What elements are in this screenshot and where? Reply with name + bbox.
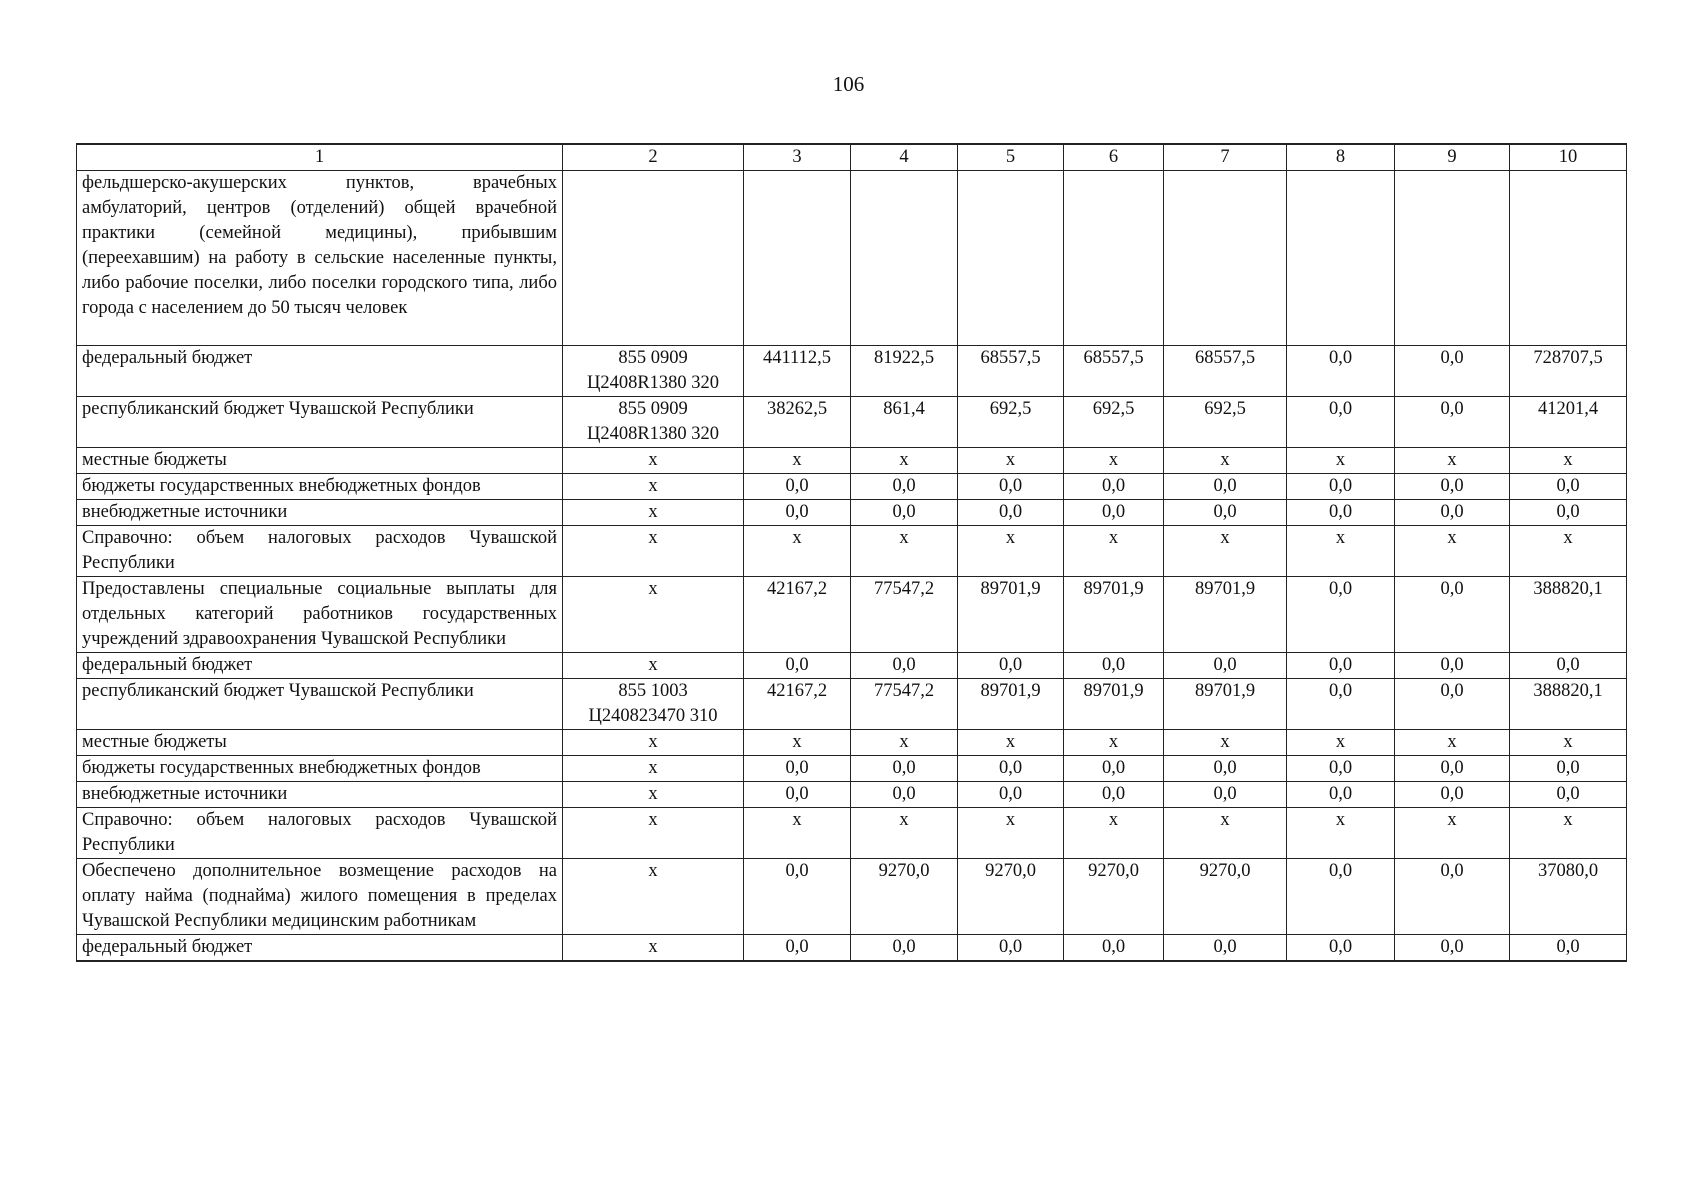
- value-cell: х: [1395, 526, 1510, 577]
- value-cell: х: [1064, 448, 1164, 474]
- table-row: [77, 653, 1627, 679]
- value-cell: 89701,9: [958, 679, 1064, 730]
- column-header: 2: [563, 144, 744, 171]
- row-label: внебюджетные источники: [77, 500, 563, 526]
- budget-code-cell: х: [563, 474, 744, 500]
- value-cell: 38262,5: [744, 397, 851, 448]
- value-cell: 0,0: [1064, 935, 1164, 962]
- header-row: [77, 144, 1627, 171]
- value-cell: 0,0: [1287, 653, 1395, 679]
- value-cell: х: [851, 730, 958, 756]
- budget-code-cell: х: [563, 500, 744, 526]
- value-cell: 0,0: [1064, 756, 1164, 782]
- value-cell: 0,0: [1287, 346, 1395, 397]
- value-cell: 0,0: [958, 653, 1064, 679]
- value-cell: х: [1287, 730, 1395, 756]
- row-label: бюджеты государственных внебюджетных фондов: [77, 756, 563, 782]
- value-cell: 0,0: [1510, 756, 1627, 782]
- value-cell: 77547,2: [851, 679, 958, 730]
- value-cell: х: [744, 808, 851, 859]
- budget-code-cell: 855 0909 Ц2408R1380 320: [563, 346, 744, 397]
- value-cell: 0,0: [1510, 474, 1627, 500]
- value-cell: 728707,5: [1510, 346, 1627, 397]
- value-cell: 0,0: [1395, 346, 1510, 397]
- value-cell: 0,0: [1064, 653, 1164, 679]
- value-cell: х: [1164, 526, 1287, 577]
- value-cell: 89701,9: [958, 577, 1064, 653]
- value-cell: 0,0: [1164, 653, 1287, 679]
- table-row: [77, 171, 1627, 346]
- value-cell: 692,5: [1164, 397, 1287, 448]
- value-cell: 0,0: [1395, 935, 1510, 962]
- value-cell: х: [851, 448, 958, 474]
- value-cell: 0,0: [1395, 577, 1510, 653]
- budget-code-cell: х: [563, 859, 744, 935]
- row-label: республиканский бюджет Чувашской Республики: [77, 679, 563, 730]
- value-cell: 0,0: [1287, 397, 1395, 448]
- value-cell: 89701,9: [1064, 577, 1164, 653]
- table-row: [77, 935, 1627, 962]
- value-cell: х: [958, 808, 1064, 859]
- table-row: [77, 679, 1627, 730]
- value-cell: х: [1510, 448, 1627, 474]
- budget-table: [76, 143, 1627, 962]
- row-label: местные бюджеты: [77, 730, 563, 756]
- value-cell: 0,0: [1395, 653, 1510, 679]
- row-label: фельдшерско-акушерских пунктов, врачебных амбулаторий, центров (отделений) общей врачебной практики (семейной медицины), прибывшим (переехавшим) на работу в сельские населенные пункты, либо рабочие поселки, либо поселки городского типа, либо города с населением до 50 тысяч человек: [77, 171, 563, 346]
- value-cell: х: [1395, 808, 1510, 859]
- value-cell: х: [1164, 448, 1287, 474]
- value-cell: 0,0: [1510, 935, 1627, 962]
- value-cell: х: [1287, 526, 1395, 577]
- column-header: 4: [851, 144, 958, 171]
- value-cell: 0,0: [1287, 935, 1395, 962]
- value-cell: 81922,5: [851, 346, 958, 397]
- value-cell: 441112,5: [744, 346, 851, 397]
- row-label: Справочно: объем налоговых расходов Чувашской Республики: [77, 526, 563, 577]
- value-cell: [958, 171, 1064, 346]
- value-cell: х: [958, 730, 1064, 756]
- value-cell: 0,0: [1395, 500, 1510, 526]
- budget-code-cell: [563, 171, 744, 346]
- value-cell: [1064, 171, 1164, 346]
- value-cell: 0,0: [851, 756, 958, 782]
- column-header: 9: [1395, 144, 1510, 171]
- column-header: 5: [958, 144, 1064, 171]
- value-cell: 0,0: [1287, 782, 1395, 808]
- value-cell: 0,0: [1064, 474, 1164, 500]
- value-cell: 0,0: [1064, 782, 1164, 808]
- budget-code-cell: 855 1003 Ц240823470 310: [563, 679, 744, 730]
- budget-code-cell: х: [563, 756, 744, 782]
- value-cell: 9270,0: [958, 859, 1064, 935]
- value-cell: 0,0: [1287, 679, 1395, 730]
- row-label: Обеспечено дополнительное возмещение расходов на оплату найма (поднайма) жилого помещения в пределах Чувашской Республики медицинским работникам: [77, 859, 563, 935]
- row-label: местные бюджеты: [77, 448, 563, 474]
- table-row: [77, 577, 1627, 653]
- column-header: 10: [1510, 144, 1627, 171]
- value-cell: 0,0: [1395, 679, 1510, 730]
- row-label: федеральный бюджет: [77, 346, 563, 397]
- value-cell: х: [1287, 808, 1395, 859]
- value-cell: 42167,2: [744, 577, 851, 653]
- value-cell: х: [958, 526, 1064, 577]
- page-number: 106: [832, 72, 865, 96]
- value-cell: 861,4: [851, 397, 958, 448]
- value-cell: 0,0: [851, 653, 958, 679]
- value-cell: 0,0: [1395, 756, 1510, 782]
- value-cell: 0,0: [1164, 782, 1287, 808]
- column-header: 6: [1064, 144, 1164, 171]
- budget-code-cell: х: [563, 808, 744, 859]
- value-cell: 0,0: [1164, 756, 1287, 782]
- column-header: 1: [77, 144, 563, 171]
- budget-code-cell: х: [563, 730, 744, 756]
- row-label: Предоставлены специальные социальные выплаты для отдельных категорий работников государственных учреждений здравоохранения Чувашской Республики: [77, 577, 563, 653]
- row-label: республиканский бюджет Чувашской Республики: [77, 397, 563, 448]
- value-cell: 41201,4: [1510, 397, 1627, 448]
- value-cell: 89701,9: [1064, 679, 1164, 730]
- value-cell: х: [1064, 808, 1164, 859]
- value-cell: [1395, 171, 1510, 346]
- value-cell: 0,0: [1510, 653, 1627, 679]
- value-cell: 9270,0: [1164, 859, 1287, 935]
- value-cell: х: [1064, 526, 1164, 577]
- budget-code-cell: 855 0909 Ц2408R1380 320: [563, 397, 744, 448]
- budget-code-cell: х: [563, 653, 744, 679]
- value-cell: х: [1395, 730, 1510, 756]
- value-cell: 0,0: [1287, 859, 1395, 935]
- row-label: федеральный бюджет: [77, 653, 563, 679]
- value-cell: 388820,1: [1510, 679, 1627, 730]
- value-cell: 68557,5: [958, 346, 1064, 397]
- value-cell: 0,0: [851, 782, 958, 808]
- column-header: 8: [1287, 144, 1395, 171]
- value-cell: 0,0: [958, 935, 1064, 962]
- value-cell: 42167,2: [744, 679, 851, 730]
- value-cell: 0,0: [851, 935, 958, 962]
- value-cell: 0,0: [1395, 859, 1510, 935]
- value-cell: х: [1510, 730, 1627, 756]
- value-cell: 9270,0: [1064, 859, 1164, 935]
- value-cell: 0,0: [958, 782, 1064, 808]
- value-cell: х: [1510, 808, 1627, 859]
- row-label: федеральный бюджет: [77, 935, 563, 962]
- value-cell: 0,0: [744, 500, 851, 526]
- value-cell: х: [744, 448, 851, 474]
- budget-code-cell: х: [563, 577, 744, 653]
- value-cell: х: [1064, 730, 1164, 756]
- budget-code-cell: х: [563, 782, 744, 808]
- row-label: внебюджетные источники: [77, 782, 563, 808]
- value-cell: х: [744, 526, 851, 577]
- value-cell: 0,0: [744, 474, 851, 500]
- value-cell: 0,0: [1064, 500, 1164, 526]
- value-cell: [1287, 171, 1395, 346]
- budget-code-cell: х: [563, 526, 744, 577]
- value-cell: 0,0: [744, 756, 851, 782]
- value-cell: 0,0: [1395, 397, 1510, 448]
- table-body: [77, 144, 1627, 961]
- value-cell: 89701,9: [1164, 577, 1287, 653]
- value-cell: 0,0: [1395, 474, 1510, 500]
- value-cell: 0,0: [1164, 935, 1287, 962]
- table-row: [77, 500, 1627, 526]
- value-cell: х: [744, 730, 851, 756]
- table-row: [77, 859, 1627, 935]
- value-cell: 0,0: [744, 859, 851, 935]
- budget-code-cell: х: [563, 448, 744, 474]
- value-cell: [851, 171, 958, 346]
- column-header: 7: [1164, 144, 1287, 171]
- value-cell: х: [851, 808, 958, 859]
- value-cell: 0,0: [958, 756, 1064, 782]
- value-cell: х: [1164, 808, 1287, 859]
- value-cell: 0,0: [744, 653, 851, 679]
- value-cell: 0,0: [851, 500, 958, 526]
- value-cell: 0,0: [744, 782, 851, 808]
- value-cell: 0,0: [1287, 500, 1395, 526]
- value-cell: 0,0: [958, 474, 1064, 500]
- value-cell: 0,0: [1510, 782, 1627, 808]
- value-cell: 37080,0: [1510, 859, 1627, 935]
- value-cell: 0,0: [1164, 500, 1287, 526]
- value-cell: х: [1287, 448, 1395, 474]
- table-row: [77, 782, 1627, 808]
- value-cell: 0,0: [1287, 577, 1395, 653]
- value-cell: 0,0: [744, 935, 851, 962]
- value-cell: х: [1510, 526, 1627, 577]
- budget-code-cell: х: [563, 935, 744, 962]
- table-row: [77, 730, 1627, 756]
- row-label: бюджеты государственных внебюджетных фондов: [77, 474, 563, 500]
- table-row: [77, 346, 1627, 397]
- table-row: [77, 448, 1627, 474]
- value-cell: 0,0: [851, 474, 958, 500]
- value-cell: х: [851, 526, 958, 577]
- value-cell: 692,5: [958, 397, 1064, 448]
- value-cell: х: [1164, 730, 1287, 756]
- table-row: [77, 474, 1627, 500]
- value-cell: [1164, 171, 1287, 346]
- value-cell: 0,0: [958, 500, 1064, 526]
- value-cell: 89701,9: [1164, 679, 1287, 730]
- value-cell: х: [958, 448, 1064, 474]
- value-cell: 0,0: [1164, 474, 1287, 500]
- value-cell: 68557,5: [1164, 346, 1287, 397]
- table-row: [77, 526, 1627, 577]
- value-cell: х: [1395, 448, 1510, 474]
- row-label: Справочно: объем налоговых расходов Чувашской Республики: [77, 808, 563, 859]
- table-row: [77, 397, 1627, 448]
- value-cell: 0,0: [1510, 500, 1627, 526]
- value-cell: 0,0: [1287, 756, 1395, 782]
- value-cell: 77547,2: [851, 577, 958, 653]
- table-row: [77, 808, 1627, 859]
- table-row: [77, 756, 1627, 782]
- value-cell: 692,5: [1064, 397, 1164, 448]
- value-cell: 0,0: [1287, 474, 1395, 500]
- value-cell: 9270,0: [851, 859, 958, 935]
- value-cell: 388820,1: [1510, 577, 1627, 653]
- value-cell: [1510, 171, 1627, 346]
- value-cell: 68557,5: [1064, 346, 1164, 397]
- value-cell: [744, 171, 851, 346]
- value-cell: 0,0: [1395, 782, 1510, 808]
- column-header: 3: [744, 144, 851, 171]
